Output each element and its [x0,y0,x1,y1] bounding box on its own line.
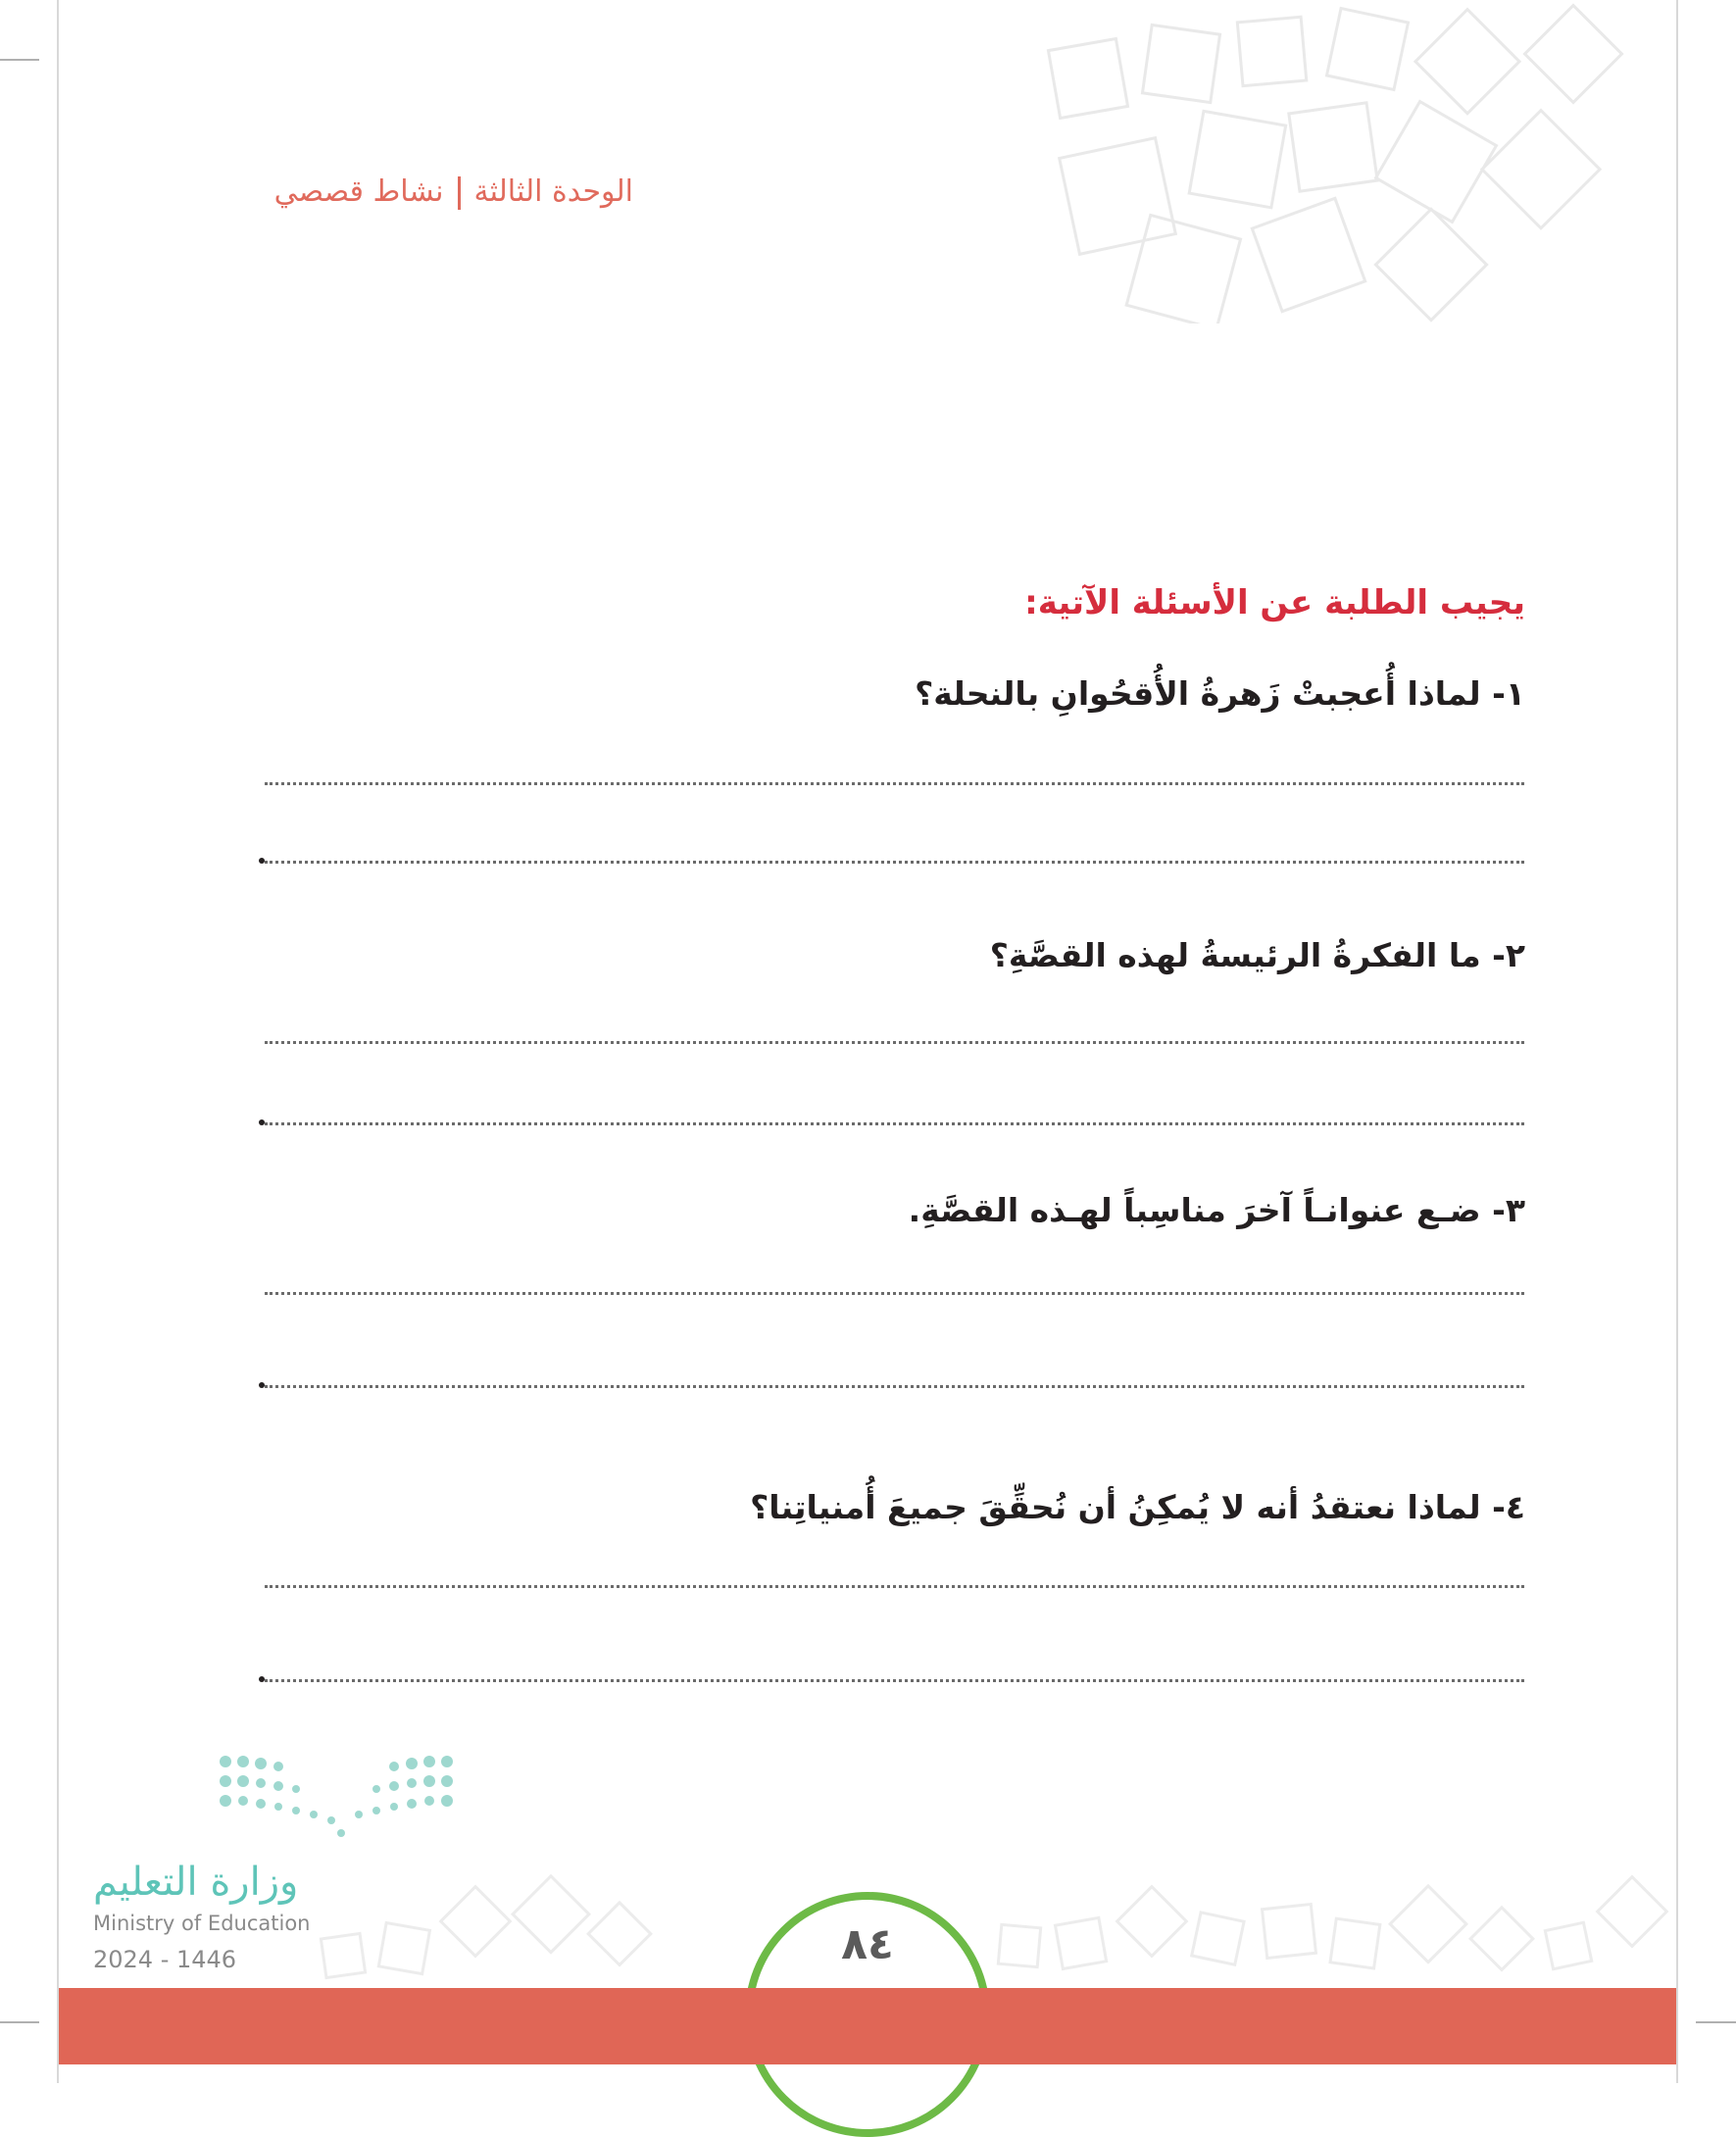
ministry-logo-dots-icon [216,1750,461,1848]
crop-mark [0,2021,39,2023]
question-1: ١- لماذا أُعجبتْ زَهرةُ الأُقحُوانِ بالنحلة؟ [915,674,1525,713]
answer-line[interactable] [265,1385,1524,1388]
answer-line[interactable] [265,1041,1524,1044]
header-decoration [1010,0,1676,323]
answer-line[interactable] [265,1122,1524,1125]
ministry-name-arabic: وزارة التعليم [93,1860,299,1905]
answer-line[interactable] [265,782,1524,785]
header-separator [458,176,461,210]
crop-mark [1696,2021,1736,2023]
answer-end-dot [259,1119,265,1125]
page-border-left [57,0,59,2083]
unit-title: الوحدة الثالثة [473,174,633,209]
answer-line[interactable] [265,1292,1524,1295]
answer-line[interactable] [265,1585,1524,1588]
answer-end-dot [259,1676,265,1682]
question-3: ٣- ضـع عنوانـاً آخرَ مناسِباً لهـذه القصَّةِ. [908,1191,1525,1229]
question-2: ٢- ما الفكرةُ الرئيسةُ لهذه القصَّةِ؟ [989,936,1525,974]
running-header [274,174,633,210]
page-border-right [1676,0,1678,2083]
instruction-heading: يجيب الطلبة عن الأسئلة الآتية: [1024,583,1525,622]
edition-year: 2024 - 1446 [93,1946,237,1973]
crop-mark [0,59,39,61]
footer-band [59,1988,1676,2064]
answer-line[interactable] [265,1679,1524,1682]
answer-end-dot [259,858,265,864]
answer-line[interactable] [265,861,1524,864]
page-number: ٨٤ [841,1919,894,1969]
answer-end-dot [259,1382,265,1388]
ministry-name-english: Ministry of Education [93,1912,311,1935]
footer-decoration [314,1867,1676,1985]
section-title: نشاط قصصي [273,174,444,209]
question-4: ٤- لماذا نعتقدُ أنه لا يُمكِنُ أن نُحقِّقَ جميعَ أُمنياتِنا؟ [750,1488,1525,1526]
